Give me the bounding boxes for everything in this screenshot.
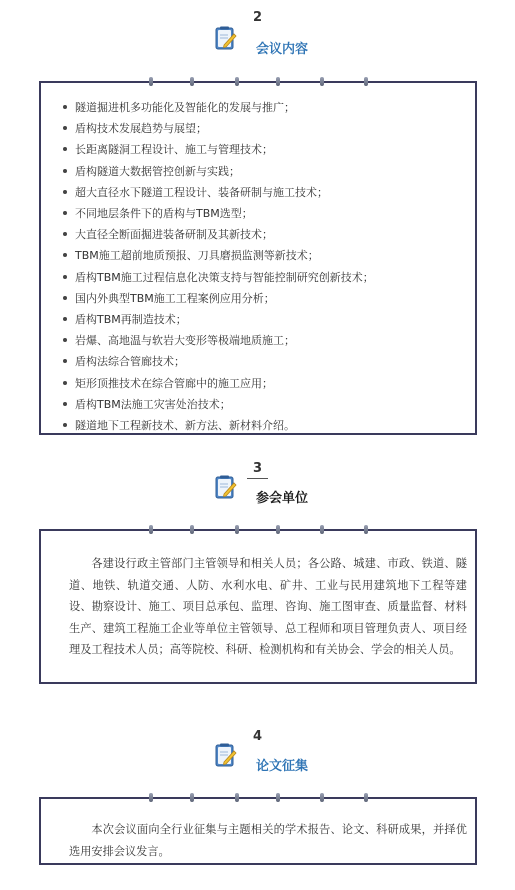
binder-rings <box>41 525 475 537</box>
list-item: 盾构技术发展趋势与展望； <box>63 118 475 139</box>
list-item: 超大直径水下隧道工程设计、装备研制与施工技术； <box>63 182 475 203</box>
topics-list <box>41 83 475 436</box>
list-item: 大直径全断面掘进装备研制及其新技术； <box>63 224 475 245</box>
content-box <box>39 797 477 865</box>
participants-paragraph: 各建设行政主管部门主管领导和相关人员；各公路、城建、市政、铁道、隧道、地铁、轨道交通、人防、水利水电、矿井、工业与民用建筑地下工程等建设、勘察设计、施工、项目总承包、监理、咨询、施工图审查、质量监督、材料生产、建筑工程施工企业等单位主管领导、总工程师和项目管理负责人、项目经理及工程技术人员；高等院校、科研、检测机构和有关协会、学会的相关人员。 <box>69 557 467 656</box>
list-item: 长距离隧洞工程设计、施工与管理技术； <box>63 139 475 160</box>
section-number: 4 <box>252 729 263 744</box>
content-box <box>39 529 477 684</box>
section-title: 参会单位 <box>256 491 309 506</box>
list-item: 隧道掘进机多功能化及智能化的发展与推广； <box>63 97 475 118</box>
list-item: TBM施工超前地质预报、刀具磨损监测等新技术； <box>63 245 475 266</box>
list-item: 盾构TBM法施工灾害处治技术； <box>63 394 475 415</box>
section-title: 会议内容 <box>256 42 309 57</box>
call-for-papers-paragraph: 本次会议面向全行业征集与主题相关的学术报告、论文、科研成果，并择优选用安排会议发言。 <box>69 823 467 858</box>
section-title: 论文征集 <box>256 759 309 774</box>
list-item: 盾构隧道大数据管控创新与实践； <box>63 161 475 182</box>
notepad-pencil-icon <box>215 475 237 499</box>
list-item: 盾构TBM再制造技术； <box>63 309 475 330</box>
content-box <box>39 81 477 435</box>
list-item: 国内外典型TBM施工工程案例应用分析； <box>63 288 475 309</box>
notepad-pencil-icon <box>215 743 237 767</box>
list-item: 盾构法综合管廊技术； <box>63 351 475 372</box>
notepad-pencil-icon <box>215 26 237 50</box>
section-number: 3 <box>0 461 515 476</box>
list-item: 盾构TBM施工过程信息化决策支持与智能控制研究创新技术； <box>63 267 475 288</box>
section-number: 2 <box>252 10 263 25</box>
list-item: 隧道地下工程新技术、新方法、新材料介绍。 <box>63 415 475 436</box>
list-item: 岩爆、高地温与软岩大变形等极端地质施工； <box>63 330 475 351</box>
binder-rings <box>41 77 475 89</box>
list-item: 矩形顶推技术在综合管廊中的施工应用； <box>63 373 475 394</box>
list-item: 不同地层条件下的盾构与TBM选型； <box>63 203 475 224</box>
binder-rings <box>41 793 475 805</box>
